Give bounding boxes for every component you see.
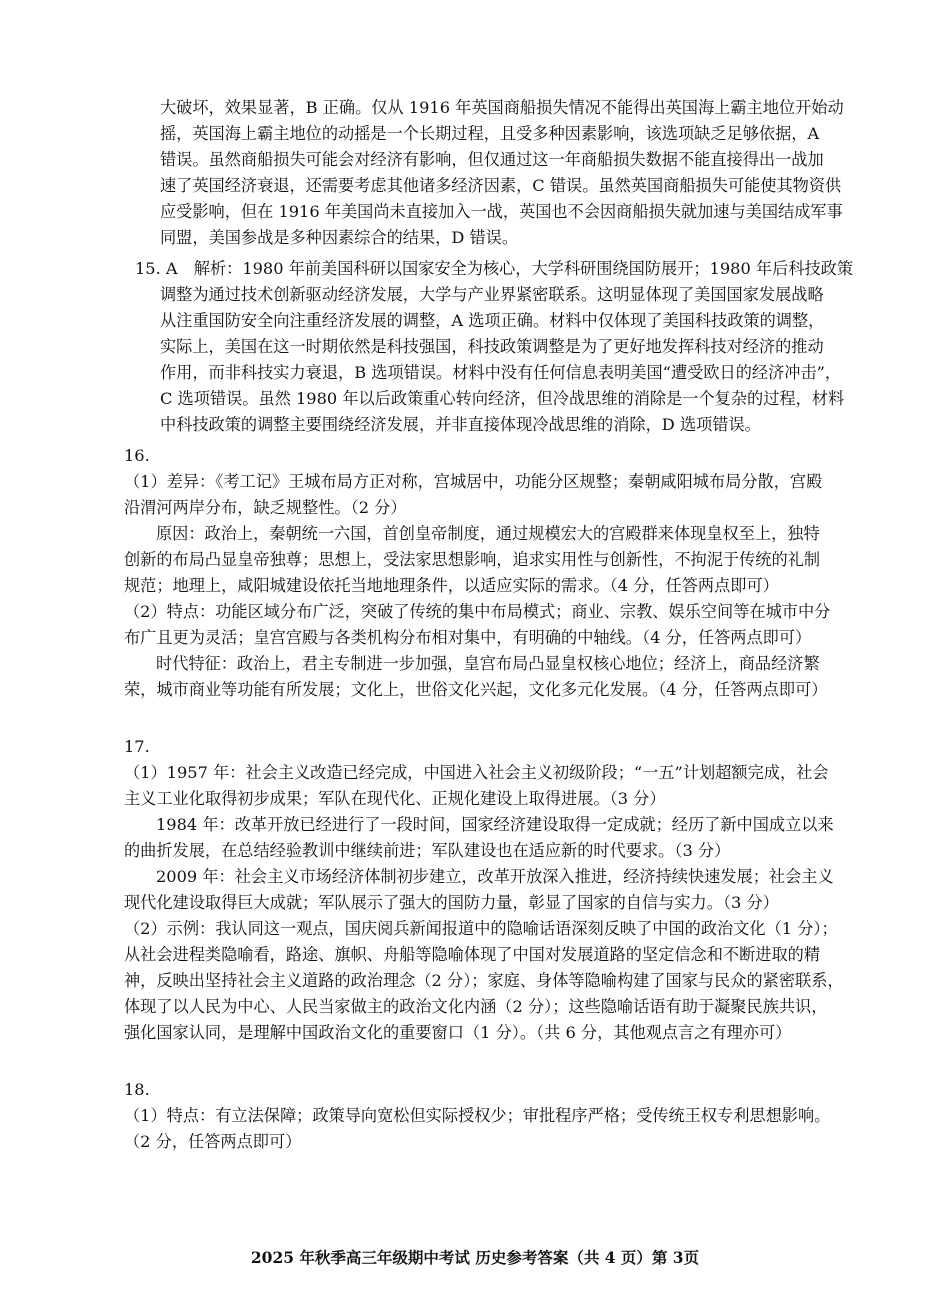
text-line: 实际上，美国在这一时期依然是科技强国，科技政策调整是为了更好地发挥科技对经济的推动 xyxy=(160,337,824,356)
question-15-answer: 15. A 解析：1980 年前美国科研以国家安全为核心，大学科研围绕国防展开；1980 年后科技政策 xyxy=(135,259,854,278)
text-line: 错误。虽然商船损失可能会对经济有影响，但仅通过这一年商船损失数据不能直接得出一战加 xyxy=(160,150,824,169)
text-line: 作用，而非科技实力衰退，B 选项错误。材料中没有任何信息表明美国“遭受欧日的经济冲击”， xyxy=(160,363,842,382)
text-line: 现代化建设取得巨大成就；军队展示了强大的国防力量，彰显了国家的自信与实力。（3 分） xyxy=(124,893,779,912)
page-footer: 2025 年秋季高三年级期中考试 历史参考答案（共 4 页）第 3页 xyxy=(250,1248,700,1267)
text-line: （2）特点：功能区域分布广泛，突破了传统的集中布局模式；商业、宗教、娱乐空间等在城市中分 xyxy=(124,602,831,621)
text-line: 创新的布局凸显皇帝独尊；思想上，受法家思想影响，追求实用性与创新性，不拘泥于传统的礼制 xyxy=(124,550,821,569)
text-line: 2009 年：社会主义市场经济体制初步建立，改革开放深入推进，经济持续快速发展；社会主义 xyxy=(156,867,834,886)
text-line: 1984 年：改革开放已经进行了一段时间，国家经济建设取得一定成就；经历了新中国成立以来 xyxy=(156,815,834,834)
text-line: C 选项错误。虽然 1980 年以后政策重心转向经济，但冷战思维的消除是一个复杂的过程，材料 xyxy=(160,389,845,408)
text-line: 应受影响，但在 1916 年美国尚未直接加入一战，英国也不会因商船损失就加速与美国结成军事 xyxy=(160,202,843,221)
text-line: （1）特点：有立法保障；政策导向宽松但实际授权少；审批程序严格；受传统王权专利思想影响。 xyxy=(124,1106,831,1125)
question-16-number: 16. xyxy=(124,446,150,465)
text-line: 的曲折发展，在总结经验教训中继续前进；军队建设也在适应新的时代要求。（3 分） xyxy=(124,841,731,860)
text-line: 体现了以人民为中心、人民当家做主的政治文化内涵（2 分）；这些隐喻话语有助于凝聚民族共识， xyxy=(124,997,828,1016)
text-line: 大破坏，效果显著，B 正确。仅从 1916 年英国商船损失情况不能得出英国海上霸主地位开始动 xyxy=(160,98,844,117)
text-line: 速了英国经济衰退，还需要考虑其他诸多经济因素，C 错误。虽然英国商船损失可能使其物资供 xyxy=(160,176,842,195)
question-17-number: 17. xyxy=(124,737,150,756)
text-line: 时代特征：政治上，君主专制进一步加强，皇宫布局凸显皇权核心地位；经济上，商品经济繁 xyxy=(156,654,820,673)
text-line: 中科技政策的调整主要围绕经济发展，并非直接体现冷战思维的消除，D 选项错误。 xyxy=(160,415,761,434)
text-line: （1）1957 年：社会主义改造已经完成，中国进入社会主义初级阶段；“一五”计划超额完成，社会 xyxy=(124,763,829,782)
text-line: 调整为通过技术创新驱动经济发展，大学与产业界紧密联系。这明显体现了美国国家发展战略 xyxy=(160,285,824,304)
text-line: 同盟，美国参战是多种因素综合的结果，D 错误。 xyxy=(160,228,519,247)
text-line: 原因：政治上，秦朝统一六国，首创皇帝制度，通过规模宏大的宫殿群来体现皇权至上，独特 xyxy=(156,524,820,543)
text-line: 荣，城市商业等功能有所发展；文化上，世俗文化兴起，文化多元化发展。（4 分，任答两点即可） xyxy=(124,680,828,699)
text-line: （1）差异：《考工记》王城布局方正对称，宫城居中，功能分区规整；秦朝咸阳城布局分散，宫殿 xyxy=(124,472,823,491)
text-line: （2 分，任答两点即可） xyxy=(124,1132,302,1151)
text-line: 沿渭河两岸分布，缺乏规整性。（2 分） xyxy=(124,498,407,517)
text-line: 从注重国防安全向注重经济发展的调整，A 选项正确。材料中仅体现了美国科技政策的调整， xyxy=(160,311,825,330)
text-line: （2）示例：我认同这一观点，国庆阅兵新闻报道中的隐喻话语深刻反映了中国的政治文化（1 分）； xyxy=(124,919,838,938)
text-line: 摇，英国海上霸主地位的动摇是一个长期过程，且受多种因素影响，该选项缺乏足够依据，A xyxy=(160,124,820,143)
text-line: 布广且更为灵活；皇宫宫殿与各类机构分布相对集中，有明确的中轴线。（4 分，任答两点即可） xyxy=(124,628,812,647)
text-line: 主义工业化取得初步成果；军队在现代化、正规化建设上取得进展。（3 分） xyxy=(124,789,666,808)
text-line: 强化国家认同，是理解中国政治文化的重要窗口（1 分）。（共 6 分，其他观点言之有理亦可） xyxy=(124,1023,792,1042)
question-18-number: 18. xyxy=(124,1080,150,1099)
text-line: 规范；地理上，咸阳城建设依托当地地理条件，以适应实际的需求。（4 分，任答两点即可） xyxy=(124,576,779,595)
text-line: 从社会进程类隐喻看，路途、旗帜、舟船等隐喻体现了中国对发展道路的坚定信念和不断进取的精 xyxy=(124,945,821,964)
text-line: 神，反映出坚持社会主义道路的政治理念（2 分）；家庭、身体等隐喻构建了国家与民众的紧密联系， xyxy=(124,971,844,990)
